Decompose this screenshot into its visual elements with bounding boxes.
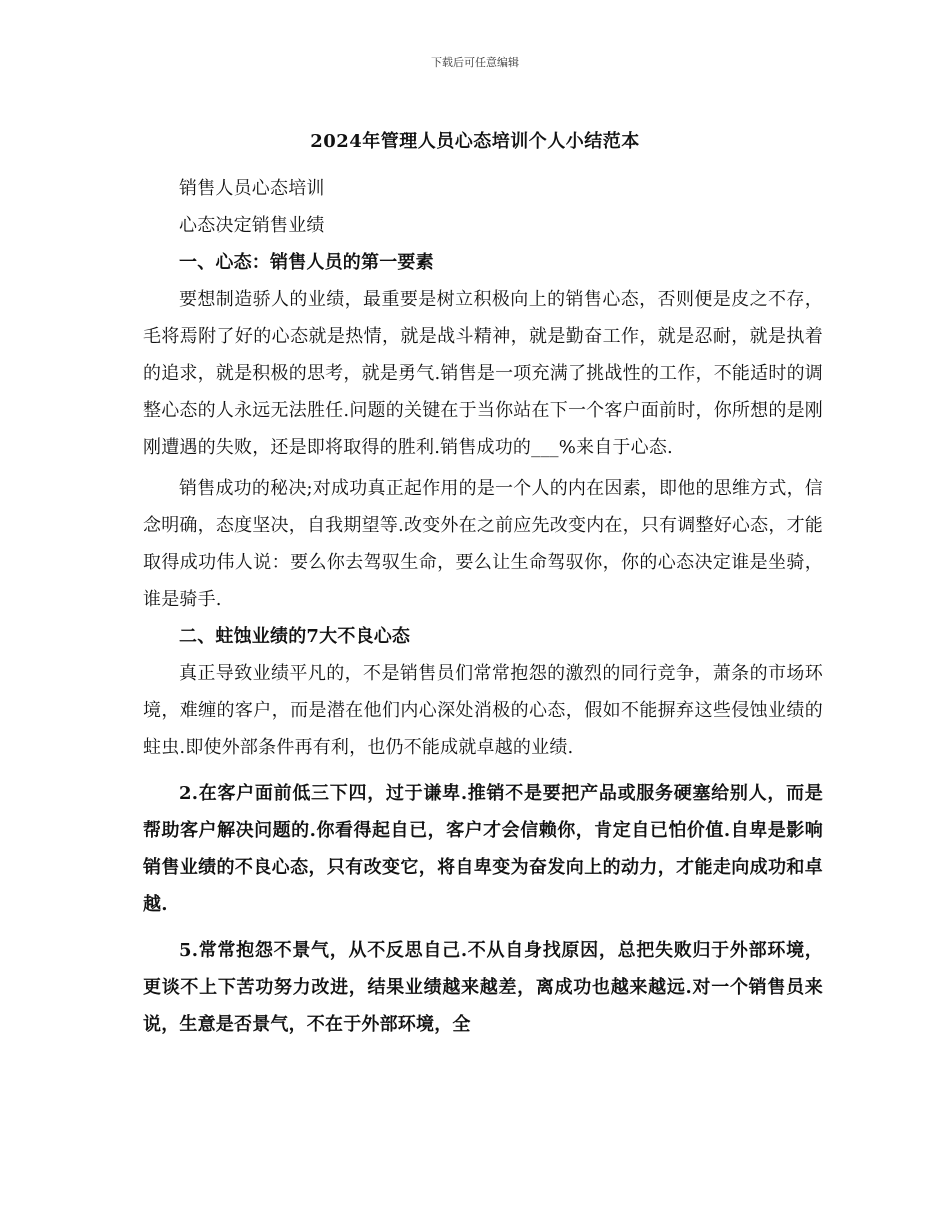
paragraph-subtitle-1: 销售人员心态培训 [179, 178, 325, 199]
paragraph-point-5: 5.常常抱怨不景气，从不反思自己.不从自身找原因，总把失败归于外部环境，更谈不上下苦功努力改进，结果业绩越来越差，离成功也越来越远.对一个销售员来说，生意是否景气，不在于外部环境，全 [143, 940, 823, 1035]
paragraph-body: 要想制造骄人的业绩，最重要是树立积极向上的销售心态，否则便是皮之不存，毛将焉附了好的心态就是热情，就是战斗精神，就是勤奋工作，就是忍耐，就是执着的追求，就是积极的思考，就是勇气.销售是一项充满了挑战性的工作，不能适时的调整心态的人永远无法胜任.问题的关键在于当你站在下一个客户面前时，你所想的是刚刚遭遇的失败，还是即将取得的胜利.销售成功的___%来自于心态. [143, 289, 823, 458]
document-title: 2024年管理人员心态培训个人小结范本 [310, 131, 640, 152]
section-heading-1: 一、心态：销售人员的第一要素 [179, 252, 434, 273]
paragraph-body: 真正导致业绩平凡的，不是销售员们常常抱怨的激烈的同行竞争，萧条的市场环境，难缠的客户，而是潜在他们内心深处消极的心态，假如不能摒弃这些侵蚀业绩的蛀虫.即使外部条件再有利，也仍不能成就卓越的业绩. [143, 663, 823, 758]
paragraph-point-2: 2.在客户面前低三下四，过于谦卑.推销不是要把产品或服务硬塞给别人，而是帮助客户解决问题的.你看得起自已，客户才会信赖你，肯定自已怕价值.自卑是影响销售业绩的不良心态，只有改变它，将自卑变为奋发向上的动力，才能走向成功和卓越. [143, 783, 823, 915]
document-body [143, 170, 823, 1043]
section-heading-2: 二、蛀蚀业绩的7大不良心态 [179, 626, 411, 647]
header-note: 下载后可任意编辑 [431, 56, 519, 69]
paragraph-subtitle-2: 心态决定销售业绩 [179, 215, 325, 236]
paragraph-body: 销售成功的秘决;对成功真正起作用的是一个人的内在因素，即他的思维方式，信念明确，态度坚决，自我期望等.改变外在之前应先改变内在，只有调整好心态，才能取得成功伟人说：要么你去驾驭生命，要么让生命驾驭你，你的心态决定谁是坐骑，谁是骑手. [143, 478, 823, 610]
